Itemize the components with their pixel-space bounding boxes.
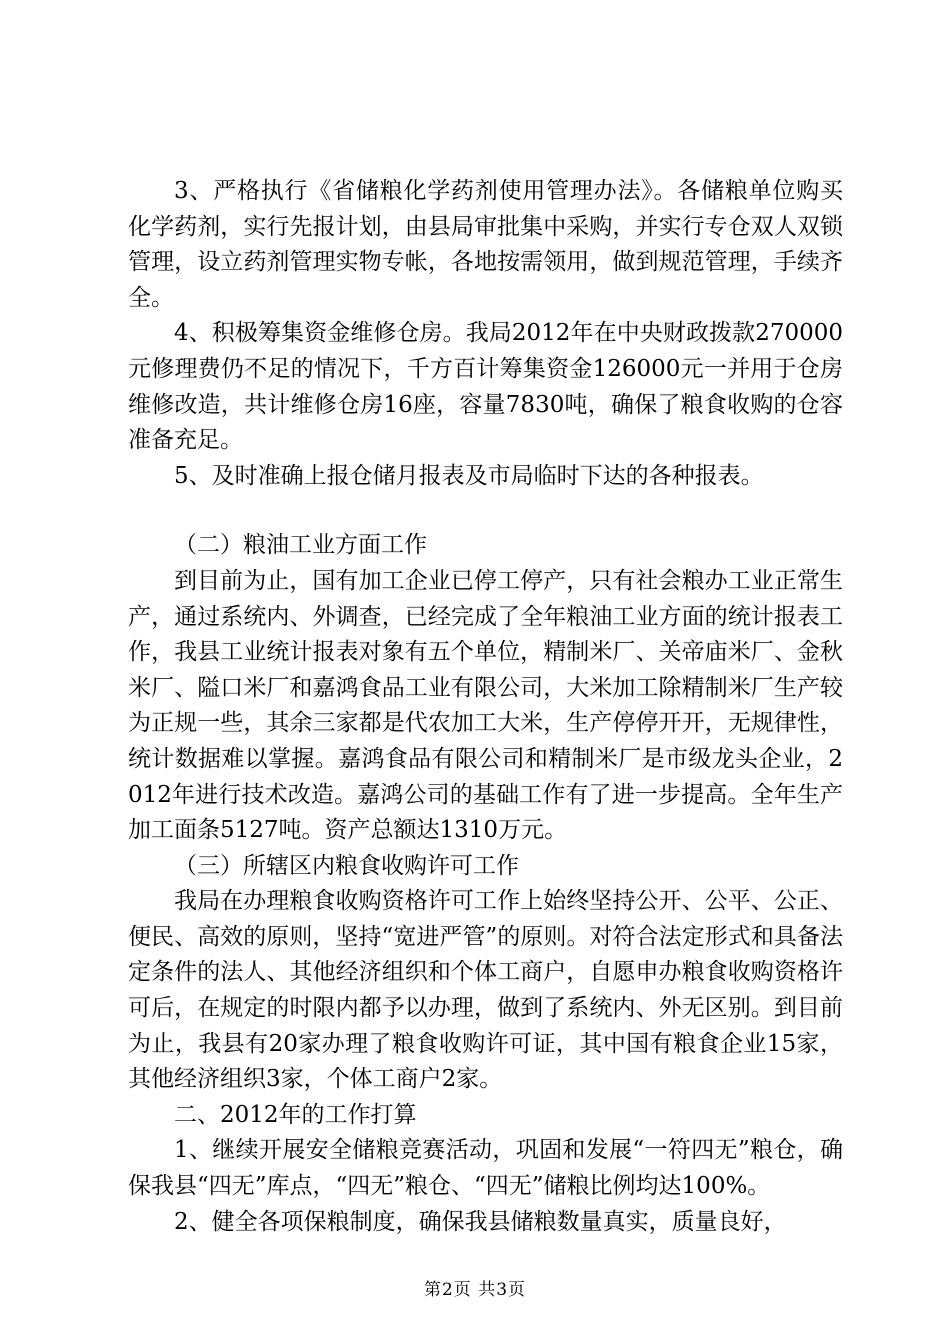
paragraph-warehouse-repair: 4、积极筹集资金维修仓房。我局2012年在中央财政拨款270000元修理费仍不足的情况下，千方百计筹集资金126000元一并用于仓房维修改造，共计维修仓房16座，容量7830吨，确保了粮食收购的仓容准备充足。 [128, 320, 843, 454]
document-body [128, 174, 843, 1240]
paragraph-license-work: 我局在办理粮食收购资格许可工作上始终坚持公开、公平、公正、便民、高效的原则，坚持“宽进严管”的原则。对符合法定形式和具备法定条件的法人、其他经济组织和个体工商户，自愿申办粮食收购资格许可后，在规定的时限内都予以办理，做到了系统内、外无区别。到目前为止，我县有20家办理了粮食收购许可证，其中国有粮食企业15家，其他经济组织3家，个体工商户2家。 [128, 888, 843, 1093]
section-heading-2012-plan: 二、2012年的工作打算 [174, 1101, 417, 1128]
paragraph-storage-reports: 5、及时准确上报仓储月报表及市局临时下达的各种报表。 [174, 462, 764, 489]
paragraph-plan-item-1: 1、继续开展安全储粮竞赛活动，巩固和发展“一符四无”粮仓，确保我县“四无”库点，“四无”粮仓、“四无”储粮比例均达100%。 [128, 1137, 843, 1200]
section-gap [128, 494, 843, 528]
page-number-footer: 第2页 共3页 [423, 1280, 527, 1300]
section-heading-grain-oil-industry: （二）粮油工业方面工作 [174, 532, 427, 559]
section-heading-purchase-license: （三）所辖区内粮食收购许可工作 [174, 852, 519, 879]
paragraph-plan-item-2: 2、健全各项保粮制度，确保我县储粮数量真实，质量良好， [174, 1208, 787, 1235]
paragraph-industry-statistics: 到目前为止，国有加工企业已停工停产，只有社会粮办工业正常生产，通过系统内、外调查，已经完成了全年粮油工业方面的统计报表工作，我县工业统计报表对象有五个单位，精制米厂、关帝庙米厂、金秋米厂、隘口米厂和嘉鸿食品工业有限公司，大米加工除精制米厂生产较为正规一些，其余三家都是代农加工大米，生产停停开开，无规律性，统计数据难以掌握。嘉鸿食品有限公司和精制米厂是市级龙头企业，2012年进行技术改造。嘉鸿公司的基础工作有了进一步提高。全年生产加工面条5127吨。资产总额达1310万元。 [128, 567, 843, 844]
paragraph-chemical-management: 3、严格执行《省储粮化学药剂使用管理办法》。各储粮单位购买化学药剂，实行先报计划，由县局审批集中采购，并实行专仓双人双锁管理，设立药剂管理实物专帐，各地按需领用，做到规范管理，手续齐全。 [128, 178, 843, 311]
